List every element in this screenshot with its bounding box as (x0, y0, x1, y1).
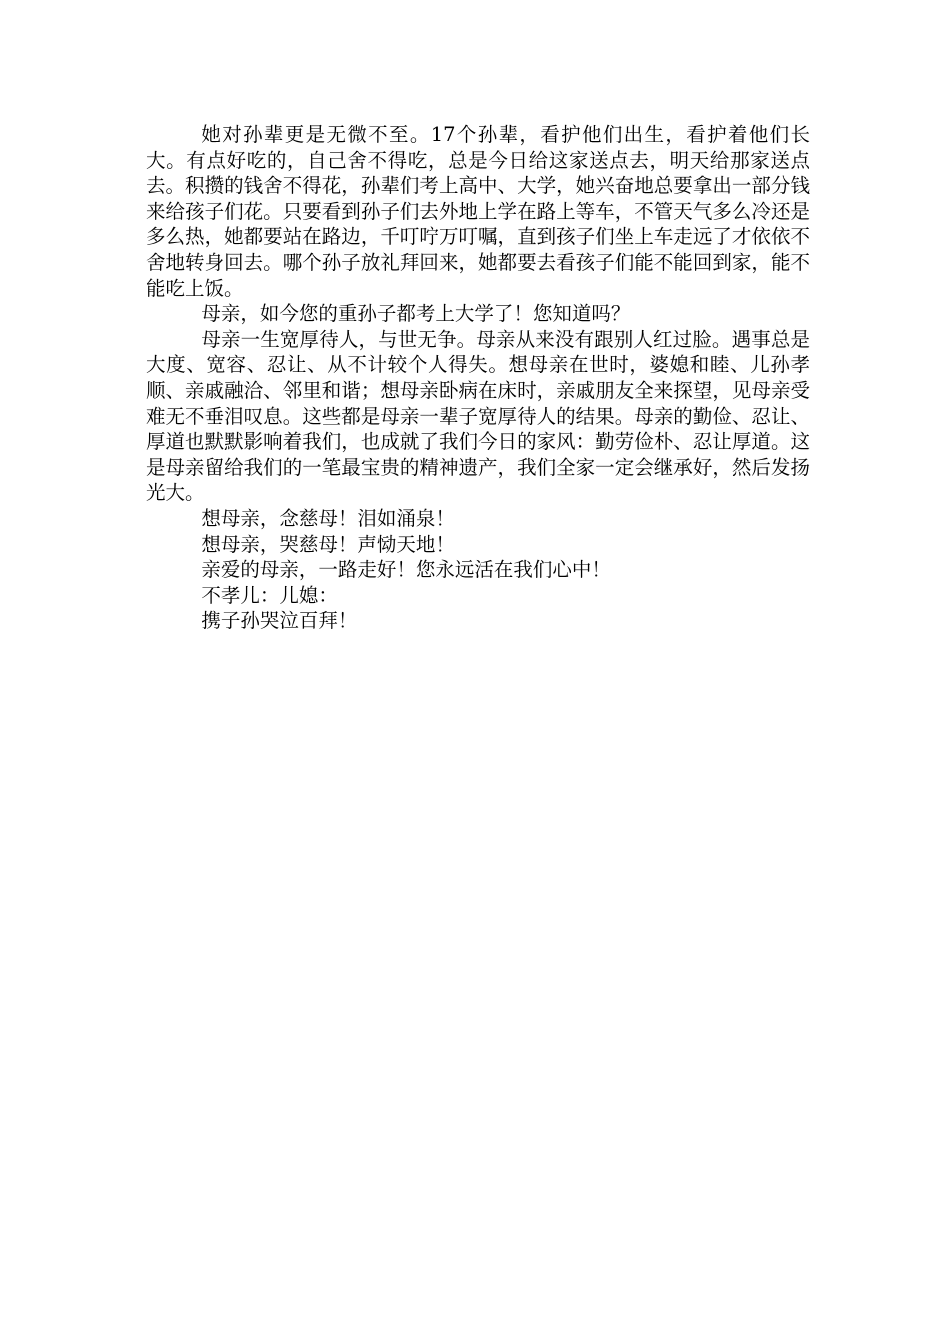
document-body (146, 122, 810, 634)
closing-line: 携子孙哭泣百拜！ (201, 609, 358, 633)
signature-line: 不孝儿：儿媳： (201, 583, 338, 607)
paragraph-mourning-1: 想母亲，念慈母！泪如涌泉！ (201, 506, 455, 530)
paragraph-mourning-2: 想母亲，哭慈母！声恸天地！ (201, 532, 455, 556)
paragraph-kindness: 母亲一生宽厚待人，与世无争。母亲从来没有跟别人红过脸。遇事总是大度、宽容、忍让、从不计较个人得失。想母亲在世时，婆媳和睦、儿孙孝顺、亲戚融洽、邻里和谐；想母亲卧病在床时，亲戚朋友全来探望，见母亲受难无不垂泪叹息。这些都是母亲一辈子宽厚待人的结果。母亲的勤俭、忍让、厚道也默默影响着我们，也成就了我们今日的家风：勤劳俭朴、忍让厚道。这是母亲留给我们的一笔最宝贵的精神遗产，我们全家一定会继承好，然后发扬光大。 (146, 327, 810, 505)
paragraph-farewell: 亲爱的母亲，一路走好！您永远活在我们心中！ (201, 558, 611, 582)
paragraph-grandchildren: 她对孙辈更是无微不至。17个孙辈，看护他们出生，看护着他们长大。有点好吃的，自己舍不得吃，总是今日给这家送点去，明天给那家送点去。积攒的钱舍不得花，孙辈们考上高中、大学，她兴奋地总要拿出一部分钱来给孩子们花。只要看到孙子们去外地上学在路上等车，不管天气多么冷还是多么热，她都要站在路边，千叮咛万叮嘱，直到孩子们坐上车走远了才依依不舍地转身回去。哪个孙子放礼拜回来，她都要去看孩子们能不能回到家，能不能吃上饭。 (146, 123, 810, 300)
paragraph-great-grandson: 母亲，如今您的重孙子都考上大学了！您知道吗？ (201, 302, 631, 326)
